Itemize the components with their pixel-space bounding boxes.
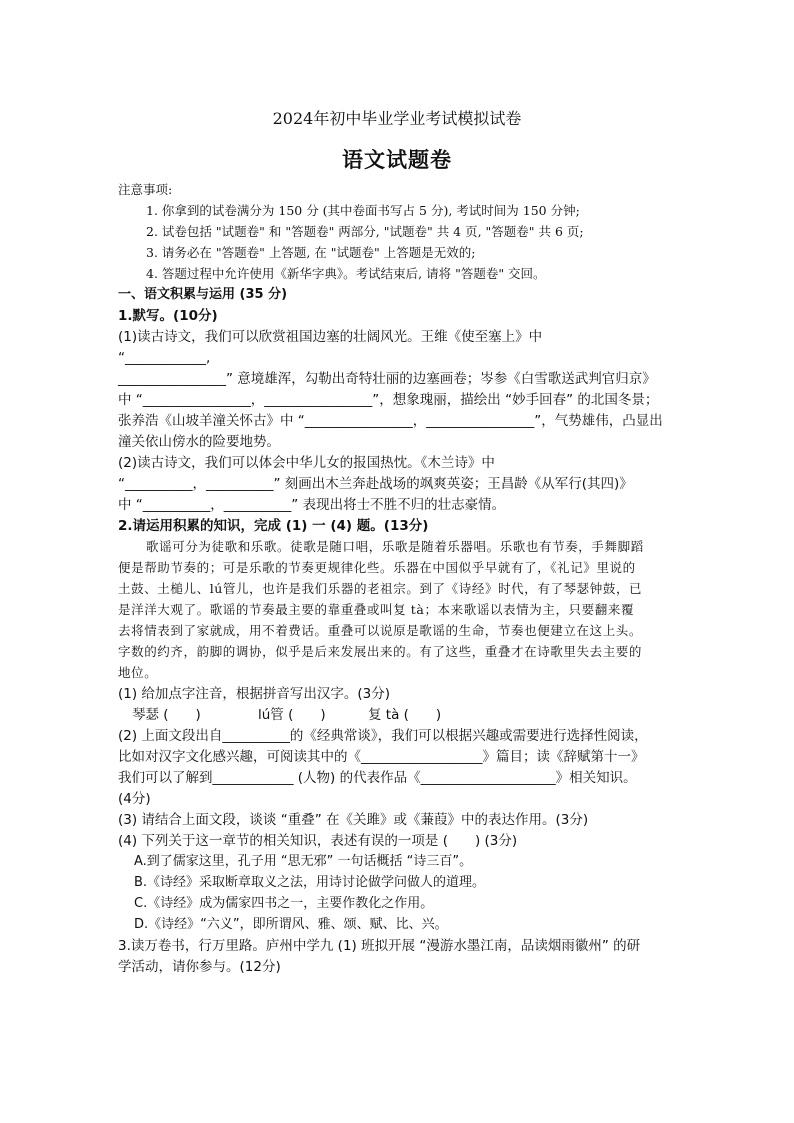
notes-heading: 注意事项: xyxy=(118,182,173,197)
q2-sub2: (4分) xyxy=(118,791,151,807)
passage-line: 是洋洋大观了。歌谣的节奏最主要的靠重叠或叫复 tà；本来歌谣以表情为主，只要翻来覆 xyxy=(118,602,635,617)
pinyin-item: lú管 ( ) xyxy=(258,707,326,723)
passage-line: 便是帮助节奏的；可是乐歌的节奏更规律化些。乐器在中国似乎早就有了，《礼记》里说的 xyxy=(118,560,636,575)
note-item: 1. 你拿到的试卷满分为 150 分 (其中卷面书写占 5 分), 考试时间为 150 分钟; xyxy=(146,203,580,218)
passage-line: 土鼓、土槌儿、lú管儿，也许是我们乐器的老祖宗。到了《诗经》时代，有了琴瑟钟鼓，已 xyxy=(118,581,643,596)
passage-line: 歌谣可分为徒歌和乐歌。徒歌是随口唱，乐歌是随着乐器唱。乐歌也有节奏，手舞脚蹈 xyxy=(146,539,644,554)
q1-heading: 1.默写。(10分) xyxy=(118,308,218,324)
q1-line: ________________” 意境雄浑，勾勒出奇特壮丽的边塞画卷；岑参《白雪歌送武判官归京》 xyxy=(118,371,656,387)
pinyin-item: 复 tà ( ) xyxy=(368,707,442,723)
q2-sub2: 我们可以了解到____________ (人物) 的代表作品《____________________》相关知识。 xyxy=(118,770,637,786)
q2-sub3: (3) 请结合上面文段，谈谈 “重叠” 在《关雎》或《蒹葭》中的表达作用。(3分) xyxy=(118,812,589,828)
q3-line: 学活动，请你参与。(12分) xyxy=(118,959,281,975)
q1-line: (1)读古诗文，我们可以欣赏祖国边塞的壮阔风光。王维《使至塞上》中 xyxy=(118,329,543,345)
passage-line: 去将情表到了家就成，用不着费话。重叠可以说原是歌谣的生命，节奏也便建立在这上头。 xyxy=(118,623,643,638)
note-item: 3. 请务必在 "答题卷" 上答题, 在 "试题卷" 上答题是无效的; xyxy=(146,245,476,260)
option-d: D.《诗经》“六义”，即所谓风、雅、颂、赋、比、兴。 xyxy=(134,917,448,932)
q1-line: 中 “________________，________________”，想象瑰丽，描绘出 “妙手回春” 的北国冬景； xyxy=(118,392,659,408)
exam-title: 2024年初中毕业学业考试模拟试卷 xyxy=(272,109,522,128)
q1-line: 张养浩《山坡羊潼关怀古》中 “________________，________________”，气势雄伟，凸显出 xyxy=(118,413,663,429)
note-item: 2. 试卷包括 "试题卷" 和 "答题卷" 两部分, "试题卷" 共 4 页, "答题卷" 共 6 页; xyxy=(146,224,584,239)
q2-sub4: (4) 下列关于这一章节的相关知识，表述有误的一项是 ( ) (3分) xyxy=(118,833,518,849)
section-heading: 一、语文积累与运用 (35 分) xyxy=(118,287,288,302)
passage-line: 字数的约齐，韵脚的调协，似乎是后来发展出来的。有了这些，重叠才在诗歌里失去主要的 xyxy=(118,644,643,659)
option-c: C.《诗经》成为儒家四书之一，主要作教化之作用。 xyxy=(134,896,434,911)
q1-line: (2)读古诗文，我们可以体会中华儿女的报国热忱。《木兰诗》中 xyxy=(118,455,495,471)
option-a: A.到了儒家这里，孔子用 “思无邪” 一句话概括 “诗三百”。 xyxy=(134,854,473,869)
pinyin-item: 琴瑟 ( ) xyxy=(132,707,201,723)
subject-title: 语文试题卷 xyxy=(342,147,452,172)
q2-heading: 2.请运用积累的知识，完成 (1) 一 (4) 题。(13分) xyxy=(118,518,429,534)
note-item: 4. 答题过程中允许使用《新华字典》。考试结束后, 请将 "答题卷" 交回。 xyxy=(146,266,546,281)
q2-sub1: (1) 给加点字注音，根据拼音写出汉字。(3分) xyxy=(118,686,391,702)
q1-line: 中 “__________，__________” 表现出将士不胜不归的壮志豪情。 xyxy=(118,497,506,513)
q1-line: 潼关依山傍水的险要地势。 xyxy=(118,434,280,450)
q2-sub2: 比如对汉字文化感兴趣，可阅读其中的《__________________》篇目；读《辞赋第十一》 xyxy=(118,749,645,765)
q1-line: “____________, xyxy=(118,350,211,366)
q1-line: “__________，__________” 刻画出木兰奔赴战场的飒爽英姿；王昌龄《从军行(其四)》 xyxy=(118,476,633,492)
q2-sub2: (2) 上面文段出自__________的《经典常谈》，我们可以根据兴趣或需要进行选择性阅读， xyxy=(118,728,648,744)
option-b: B.《诗经》采取断章取义之法，用诗讨论做学问做人的道理。 xyxy=(134,875,486,890)
passage-line: 地位。 xyxy=(118,665,158,680)
q3-line: 3.读万卷书，行万里路。庐州中学九 (1) 班拟开展 “漫游水墨江南，品读烟雨徽州” 的研 xyxy=(118,938,641,954)
